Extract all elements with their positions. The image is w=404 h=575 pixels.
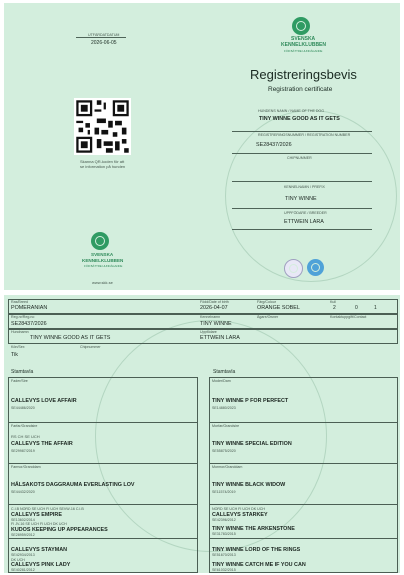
litter-stat-3: 1 bbox=[374, 305, 377, 311]
mm-name: TINY WINNE BLACK WIDOW bbox=[212, 482, 286, 488]
g7-reg: SE51670/2013 bbox=[212, 553, 236, 557]
ff-name: CALLEVYS THE AFFAIR bbox=[11, 441, 73, 447]
g3-name: CALLEVYS STARKEY bbox=[212, 512, 268, 518]
dam-reg: SE14880/2023 bbox=[212, 406, 236, 410]
g2-name: KUDOS KEEPING UP APPEARANCES bbox=[11, 527, 108, 533]
details-kennel-label: Kennelnamn bbox=[200, 315, 221, 319]
litter-stat-1: 2 bbox=[333, 305, 336, 311]
g7-name: TINY WINNE LORD OF THE RINGS bbox=[212, 547, 301, 553]
fm-label: Farmor/Granddam bbox=[11, 465, 41, 469]
breeder-name: ETTWEIN LARA bbox=[284, 219, 324, 225]
litter-stat-2: 0 bbox=[355, 305, 358, 311]
skk-logo-top bbox=[292, 17, 310, 35]
sire-label: Fader/Sire bbox=[11, 379, 28, 383]
reg-line bbox=[232, 153, 372, 154]
dog-name-label: HUNDENS NAMN / NAME OF THE DOG bbox=[258, 109, 325, 113]
details-breeder-label: Uppfödare bbox=[200, 330, 217, 334]
g8-name: TINY WINNE CATCH ME IF YOU CAN bbox=[212, 562, 306, 568]
ff-label: Farfar/Grandsire bbox=[11, 424, 38, 428]
g2-title: FI JV-16 SE UCH FI UCH DK UCH bbox=[11, 522, 67, 526]
kennel-name: TINY WINNE bbox=[285, 196, 317, 202]
pedigree-header-left: Stamtavla bbox=[11, 369, 34, 375]
g8-reg: SE61032/2015 bbox=[212, 568, 236, 572]
breed: POMERANIAN bbox=[11, 305, 48, 311]
qr-caption-1: Skanna QR-koden för att bbox=[80, 159, 125, 164]
ff-reg: SE29987/2019 bbox=[11, 449, 35, 453]
skk-logo-bottom bbox=[91, 232, 109, 250]
chip-label: CHIPNUMMER bbox=[287, 156, 312, 160]
page-title: Registreringsbevis bbox=[250, 67, 357, 82]
dam-label: Moder/Dam bbox=[212, 379, 231, 383]
dog-name: TINY WINNE GOOD AS IT GETS bbox=[259, 116, 340, 122]
mf-name: TINY WINNE SPECIAL EDITION bbox=[212, 441, 292, 447]
g3-title: NORD SE UCH FI UCH DK UCH bbox=[212, 507, 265, 511]
sire-name: CALLEVYS LOVE AFFAIR bbox=[11, 398, 77, 404]
sire-reg: SE44486/2020 bbox=[11, 406, 35, 410]
pedigree-header-right: Stamtavla bbox=[213, 369, 236, 375]
website[interactable]: www.skk.se bbox=[92, 280, 113, 285]
dob: 2026-04-07 bbox=[200, 305, 228, 311]
dog-name-2: TINY WINNE GOOD AS IT GETS bbox=[30, 335, 111, 341]
sex: Tik bbox=[11, 352, 18, 358]
g4-name: TINY WINNE THE ARKENSTONE bbox=[212, 526, 295, 532]
issue-date: 2026-06-05 bbox=[91, 40, 117, 46]
issue-date-label: UTFÄRDATDATUM bbox=[88, 33, 120, 37]
kennel-label: KENNELNAMN / PREFIX bbox=[284, 185, 325, 189]
dob-label: Född/Date of birth bbox=[200, 300, 229, 304]
owner-label: Ägare/Owner bbox=[257, 315, 279, 319]
chip-line bbox=[232, 181, 372, 182]
qr-caption-2: se information på hunden bbox=[80, 164, 126, 169]
qr-code[interactable] bbox=[74, 98, 131, 155]
mf-reg: SE55875/2020 bbox=[212, 449, 236, 453]
mm-reg: SE11574/2019 bbox=[212, 490, 236, 494]
g6-name: CALLEVYS PINK LADY bbox=[11, 562, 71, 568]
org-tagline-top: FÖR BÄTTRE HUNDÄGANDE bbox=[284, 49, 323, 53]
color: ORANGE SOBEL bbox=[257, 305, 300, 311]
reg-label: REGISTRERINGSNUMMER / REGISTRATION NUMBER bbox=[258, 133, 351, 137]
dam-name: TINY WINNE P FOR PERFECT bbox=[212, 398, 289, 404]
reg-number: SE28437/2026 bbox=[256, 142, 292, 148]
fm-reg: SE44432/2020 bbox=[11, 490, 35, 494]
g1-title: C.I.B NORD SE UCH FI UCH SEVW-16 C.I.B bbox=[11, 507, 84, 511]
dog-name-label-2: Hundnamn bbox=[11, 330, 29, 334]
issue-date-line bbox=[76, 37, 126, 38]
mf-label: Morfar/Grandsire bbox=[212, 424, 240, 428]
org-name-top-1: SVENSKA bbox=[291, 36, 316, 42]
fm-name: HÄLSAKOTS DAGGRAUMA EVERLASTING LOV bbox=[11, 482, 135, 488]
org-name-bottom-2: KENNELKLUBBEN bbox=[82, 258, 124, 263]
details-kennel: TINY WINNE bbox=[200, 321, 232, 327]
g5-name: CALLEVYS STAYMAN bbox=[11, 547, 68, 553]
color-label: Färg/Colour bbox=[257, 300, 276, 304]
g3-reg: SE42396/2012 bbox=[212, 518, 236, 522]
ff-title: RS CH SE UCH bbox=[11, 434, 40, 439]
breed-label: Ras/Breed bbox=[11, 300, 28, 304]
fci-logo bbox=[284, 259, 303, 278]
kennel-line bbox=[232, 208, 372, 209]
g1-reg: SE13602/2014 bbox=[11, 518, 35, 522]
page-subtitle: Registration certificate bbox=[268, 86, 333, 93]
g4-reg: SE31783/2015 bbox=[212, 532, 236, 536]
sex-label: Kön/Sex bbox=[11, 345, 25, 349]
litter-label: Kull bbox=[330, 300, 336, 304]
mm-label: Mormor/Granddam bbox=[212, 465, 243, 469]
contact-label: Kontaktuppgift/Contact bbox=[330, 315, 367, 319]
dog-name-line bbox=[232, 131, 372, 132]
g5-reg: SE42934/2013 bbox=[11, 553, 35, 557]
org-name-bottom-1: SVENSKA bbox=[91, 252, 114, 257]
g1-name: CALLEVYS EMPIRE bbox=[11, 512, 62, 518]
org-name-top-2: KENNELKLUBBEN bbox=[281, 42, 326, 48]
details-breeder: ETTWEIN LARA bbox=[200, 335, 240, 341]
details-chip-label: Chipnummer bbox=[80, 345, 101, 349]
breeder-line bbox=[232, 229, 372, 230]
g6-reg: SE40281/2012 bbox=[11, 568, 35, 572]
qr-code-image bbox=[74, 98, 131, 155]
g2-reg: SE28959/2012 bbox=[11, 533, 35, 537]
reg-no: SE28437/2026 bbox=[11, 321, 47, 327]
breeder-label: UPPFÖDARE / BREEDER bbox=[284, 211, 327, 215]
reg-no-label: Reg.nr/Reg.no bbox=[11, 315, 35, 319]
org-tagline-bottom: FÖR BÄTTRE HUNDÄGANDE bbox=[84, 264, 123, 268]
g6-title: DK UCH bbox=[11, 558, 25, 562]
partner-logo bbox=[307, 259, 324, 276]
